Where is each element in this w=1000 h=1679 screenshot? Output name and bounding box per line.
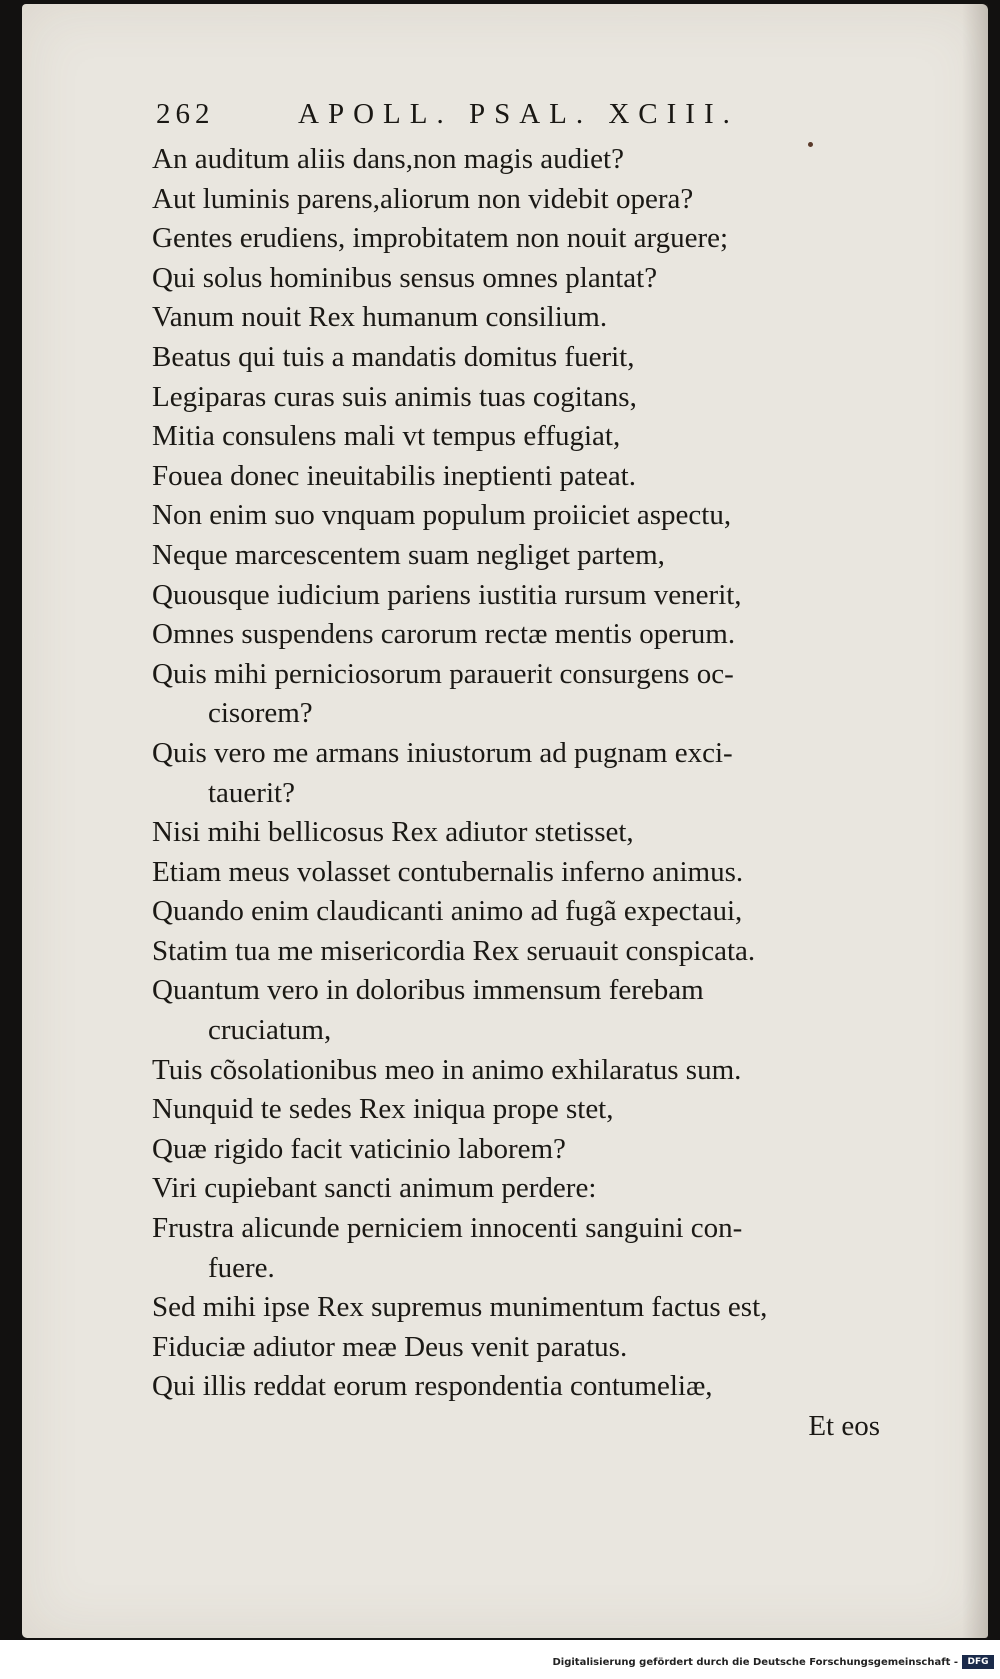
verse-line: Etiam meus volasset contubernalis inferno animus. (152, 855, 744, 888)
verse-line: Quantum vero in doloribus immensum ferebam (152, 974, 704, 1007)
verse-line: Qui solus hominibus sensus omnes plantat? (152, 261, 658, 294)
funding-credit: Digitalisierung gefördert durch die Deutsche Forschungsgemeinschaft - (552, 1657, 958, 1668)
verse-continuation: cruciatum, (208, 1014, 332, 1047)
verse-line: Quæ rigido facit vaticinio laborem? (152, 1132, 566, 1165)
psalm-text (152, 140, 932, 1447)
verse-line: Non enim suo vnquam populum proiiciet aspectu, (152, 499, 732, 532)
verse-continuation: cisorem? (208, 697, 313, 730)
verse-line: Gentes erudiens, improbitatem non nouit arguere; (152, 222, 729, 255)
verse-line: Quis mihi perniciosorum parauerit consurgens oc- (152, 657, 734, 690)
footer-bar (0, 1650, 1000, 1679)
catchword: Et eos (808, 1410, 880, 1442)
verse-line: Beatus qui tuis a mandatis domitus fuerit, (152, 340, 635, 373)
verse-line: Fouea donec ineuitabilis ineptienti pateat. (152, 459, 636, 492)
verse-line: Legiparas curas suis animis tuas cogitans, (152, 380, 637, 413)
verse-line: Vanum nouit Rex humanum consilium. (152, 301, 608, 334)
verse-line: Neque marcescentem suam negliget partem, (152, 538, 665, 571)
verse-line: Sed mihi ipse Rex supremus munimentum factus est, (152, 1291, 768, 1324)
verse-line: Tuis cõsolationibus meo in animo exhilaratus sum. (152, 1053, 742, 1086)
verse-line: Quis vero me armans iniustorum ad pugnam exci- (152, 736, 733, 769)
verse-line: Nisi mihi bellicosus Rex adiutor stetisset, (152, 816, 634, 849)
verse-line: Statim tua me misericordia Rex seruauit conspicata. (152, 934, 756, 967)
verse-continuation: fuere. (208, 1251, 275, 1284)
running-title: APOLL. PSAL. XCIII. (298, 98, 739, 130)
verse-line: Mitia consulens mali vt tempus effugiat, (152, 420, 621, 453)
verse-line: Nunquid te sedes Rex iniqua prope stet, (152, 1093, 614, 1126)
verse-continuation: tauerit? (208, 776, 295, 809)
verse-line: Viri cupiebant sancti animum perdere: (152, 1172, 597, 1205)
verse-line: Quousque iudicium pariens iustitia rursum venerit, (152, 578, 742, 611)
verse-line: Omnes suspendens carorum rectæ mentis operum. (152, 618, 736, 651)
verse-line: Fiduciæ adiutor meæ Deus venit paratus. (152, 1330, 628, 1363)
verse-line: Frustra alicunde perniciem innocenti sanguini con- (152, 1212, 743, 1245)
verse-line: Qui illis reddat eorum respondentia contumeliæ, (152, 1370, 713, 1403)
running-header (156, 98, 816, 138)
page-number: 262 (156, 98, 215, 130)
verse-line: Aut luminis parens,aliorum non videbit opera? (152, 182, 694, 215)
verse-line: An auditum aliis dans,non magis audiet? (152, 143, 624, 175)
dfg-logo: DFG (962, 1655, 994, 1669)
verse-line: Quando enim claudicanti animo ad fugã expectaui, (152, 895, 743, 928)
